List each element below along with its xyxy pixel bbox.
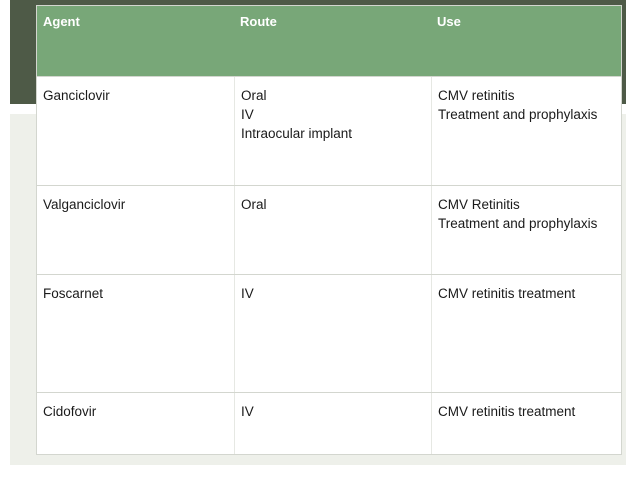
route-line: IV <box>241 107 254 122</box>
use-cell <box>431 77 623 185</box>
agent-cell: Valganciclovir <box>43 197 126 212</box>
table-row <box>37 76 621 185</box>
agent-cell: Ganciclovir <box>43 88 110 103</box>
use-line: CMV Retinitis <box>438 197 520 212</box>
use-line: CMV retinitis <box>438 88 515 103</box>
header-use: Use <box>437 14 461 29</box>
use-line: Treatment and prophylaxis <box>438 107 598 122</box>
route-cell <box>234 275 431 392</box>
agent-cell: Cidofovir <box>43 404 97 419</box>
route-cell <box>234 393 431 454</box>
route-line: Intraocular implant <box>241 126 353 141</box>
header-agent: Agent <box>43 14 80 29</box>
use-line: CMV retinitis treatment <box>438 404 576 419</box>
use-line: Treatment and prophylaxis <box>438 216 598 231</box>
header-route: Route <box>240 14 277 29</box>
route-cell <box>234 186 431 274</box>
agent-cell: Foscarnet <box>43 286 104 301</box>
table-row <box>37 392 621 454</box>
table-row <box>37 185 621 274</box>
route-line: Oral <box>241 88 267 103</box>
use-cell <box>431 186 623 274</box>
antiviral-table <box>36 5 622 455</box>
route-cell <box>234 77 431 185</box>
route-line: IV <box>241 404 254 419</box>
table-header-row <box>37 6 621 76</box>
use-line: CMV retinitis treatment <box>438 286 576 301</box>
table-row <box>37 274 621 392</box>
use-cell <box>431 275 623 392</box>
use-cell <box>431 393 623 454</box>
route-line: Oral <box>241 197 267 212</box>
route-line: IV <box>241 286 254 301</box>
